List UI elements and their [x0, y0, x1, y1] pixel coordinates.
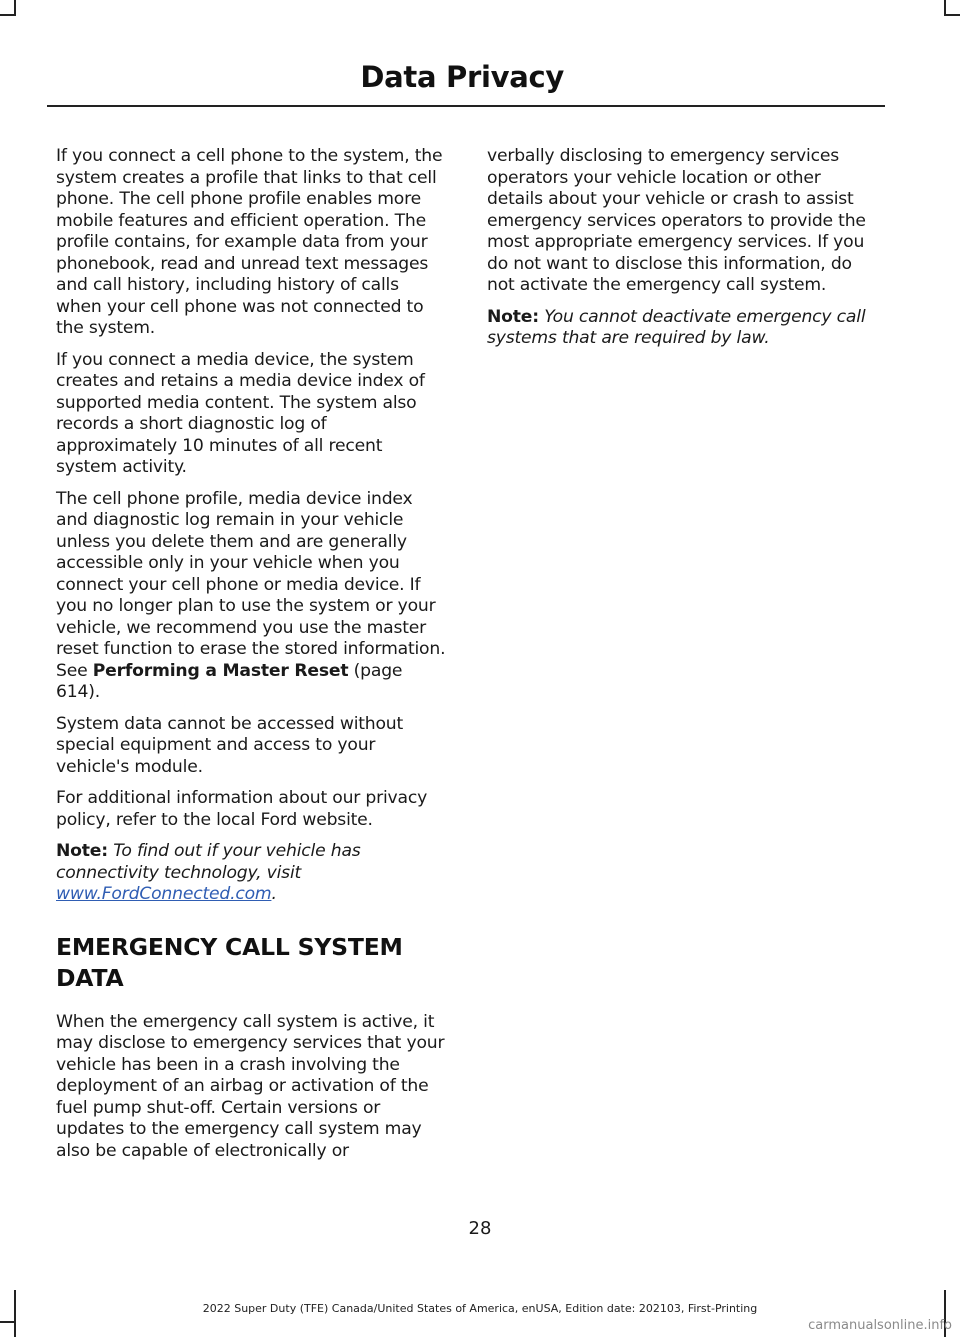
crop-mark	[944, 14, 960, 16]
footer-edition-info: 2022 Super Duty (TFE) Canada/United States of America, enUSA, Edition date: 202103, First-Printing	[202, 1302, 758, 1315]
note-text: To find out if your vehicle has connectivity technology, visit	[56, 841, 361, 883]
ford-connected-link[interactable]: www.FordConnected.com	[56, 884, 272, 904]
note-label: Note:	[487, 306, 539, 327]
note	[487, 307, 879, 350]
paragraph: verbally disclosing to emergency services operators your vehicle location or other details about your vehicle or crash to assist emergency services operators to provide the most appropriate emergency services. If you do not want to disclose this information, do not activate the emergency call system.	[487, 146, 866, 295]
page-number: 28	[468, 1218, 492, 1239]
paragraph	[56, 489, 448, 704]
section-heading: EMERGENCY CALL SYSTEM DATA	[56, 932, 403, 992]
left-column	[56, 146, 448, 1172]
paragraph: System data cannot be accessed without special equipment and access to your vehicle's module.	[56, 713, 404, 777]
note	[56, 841, 448, 906]
crop-mark	[0, 1321, 16, 1323]
note-end: .	[271, 884, 277, 904]
paragraph: When the emergency call system is active, it may disclose to emergency services that your vehicle has been in a crash involving the deployment of an airbag or activation of the fuel pump shut-off. Certain versions or updates to the emergency call system may also be capable of electronically or	[56, 1011, 445, 1161]
paragraph-text: The cell phone profile, media device index and diagnostic log remain in your vehicle unless you delete them and are generally accessible only in your vehicle when you connect your cell phone or media device. If you no longer plan to use the system or your vehicle, we recommend you use the master reset function to erase the stored information. See	[56, 488, 446, 681]
right-column	[487, 146, 879, 360]
note-label: Note:	[56, 841, 108, 861]
paragraph: If you connect a cell phone to the system, the system creates a profile that links to that cell phone. The cell phone profile enables more mobile features and efficient operation. The profile contains, for example data from your phonebook, read and unread text messages and call history, including history of calls when your cell phone was not connected to the system.	[56, 146, 443, 338]
crop-mark	[0, 14, 16, 16]
paragraph: If you connect a media device, the system creates and retains a media device index of supported media content. The system also records a short diagnostic log of approximately 10 minutes of all recent system activity.	[56, 349, 425, 477]
cross-reference-link[interactable]: Performing a Master Reset	[92, 660, 349, 681]
page-reference: (page 614).	[56, 660, 403, 702]
note-text: You cannot deactivate emergency call systems that are required by law.	[487, 306, 866, 348]
header-divider	[47, 105, 885, 107]
paragraph: For additional information about our privacy policy, refer to the local Ford website.	[56, 788, 428, 830]
page-title: Data Privacy	[360, 60, 564, 94]
watermark: carmanualsonline.info	[808, 1318, 952, 1333]
